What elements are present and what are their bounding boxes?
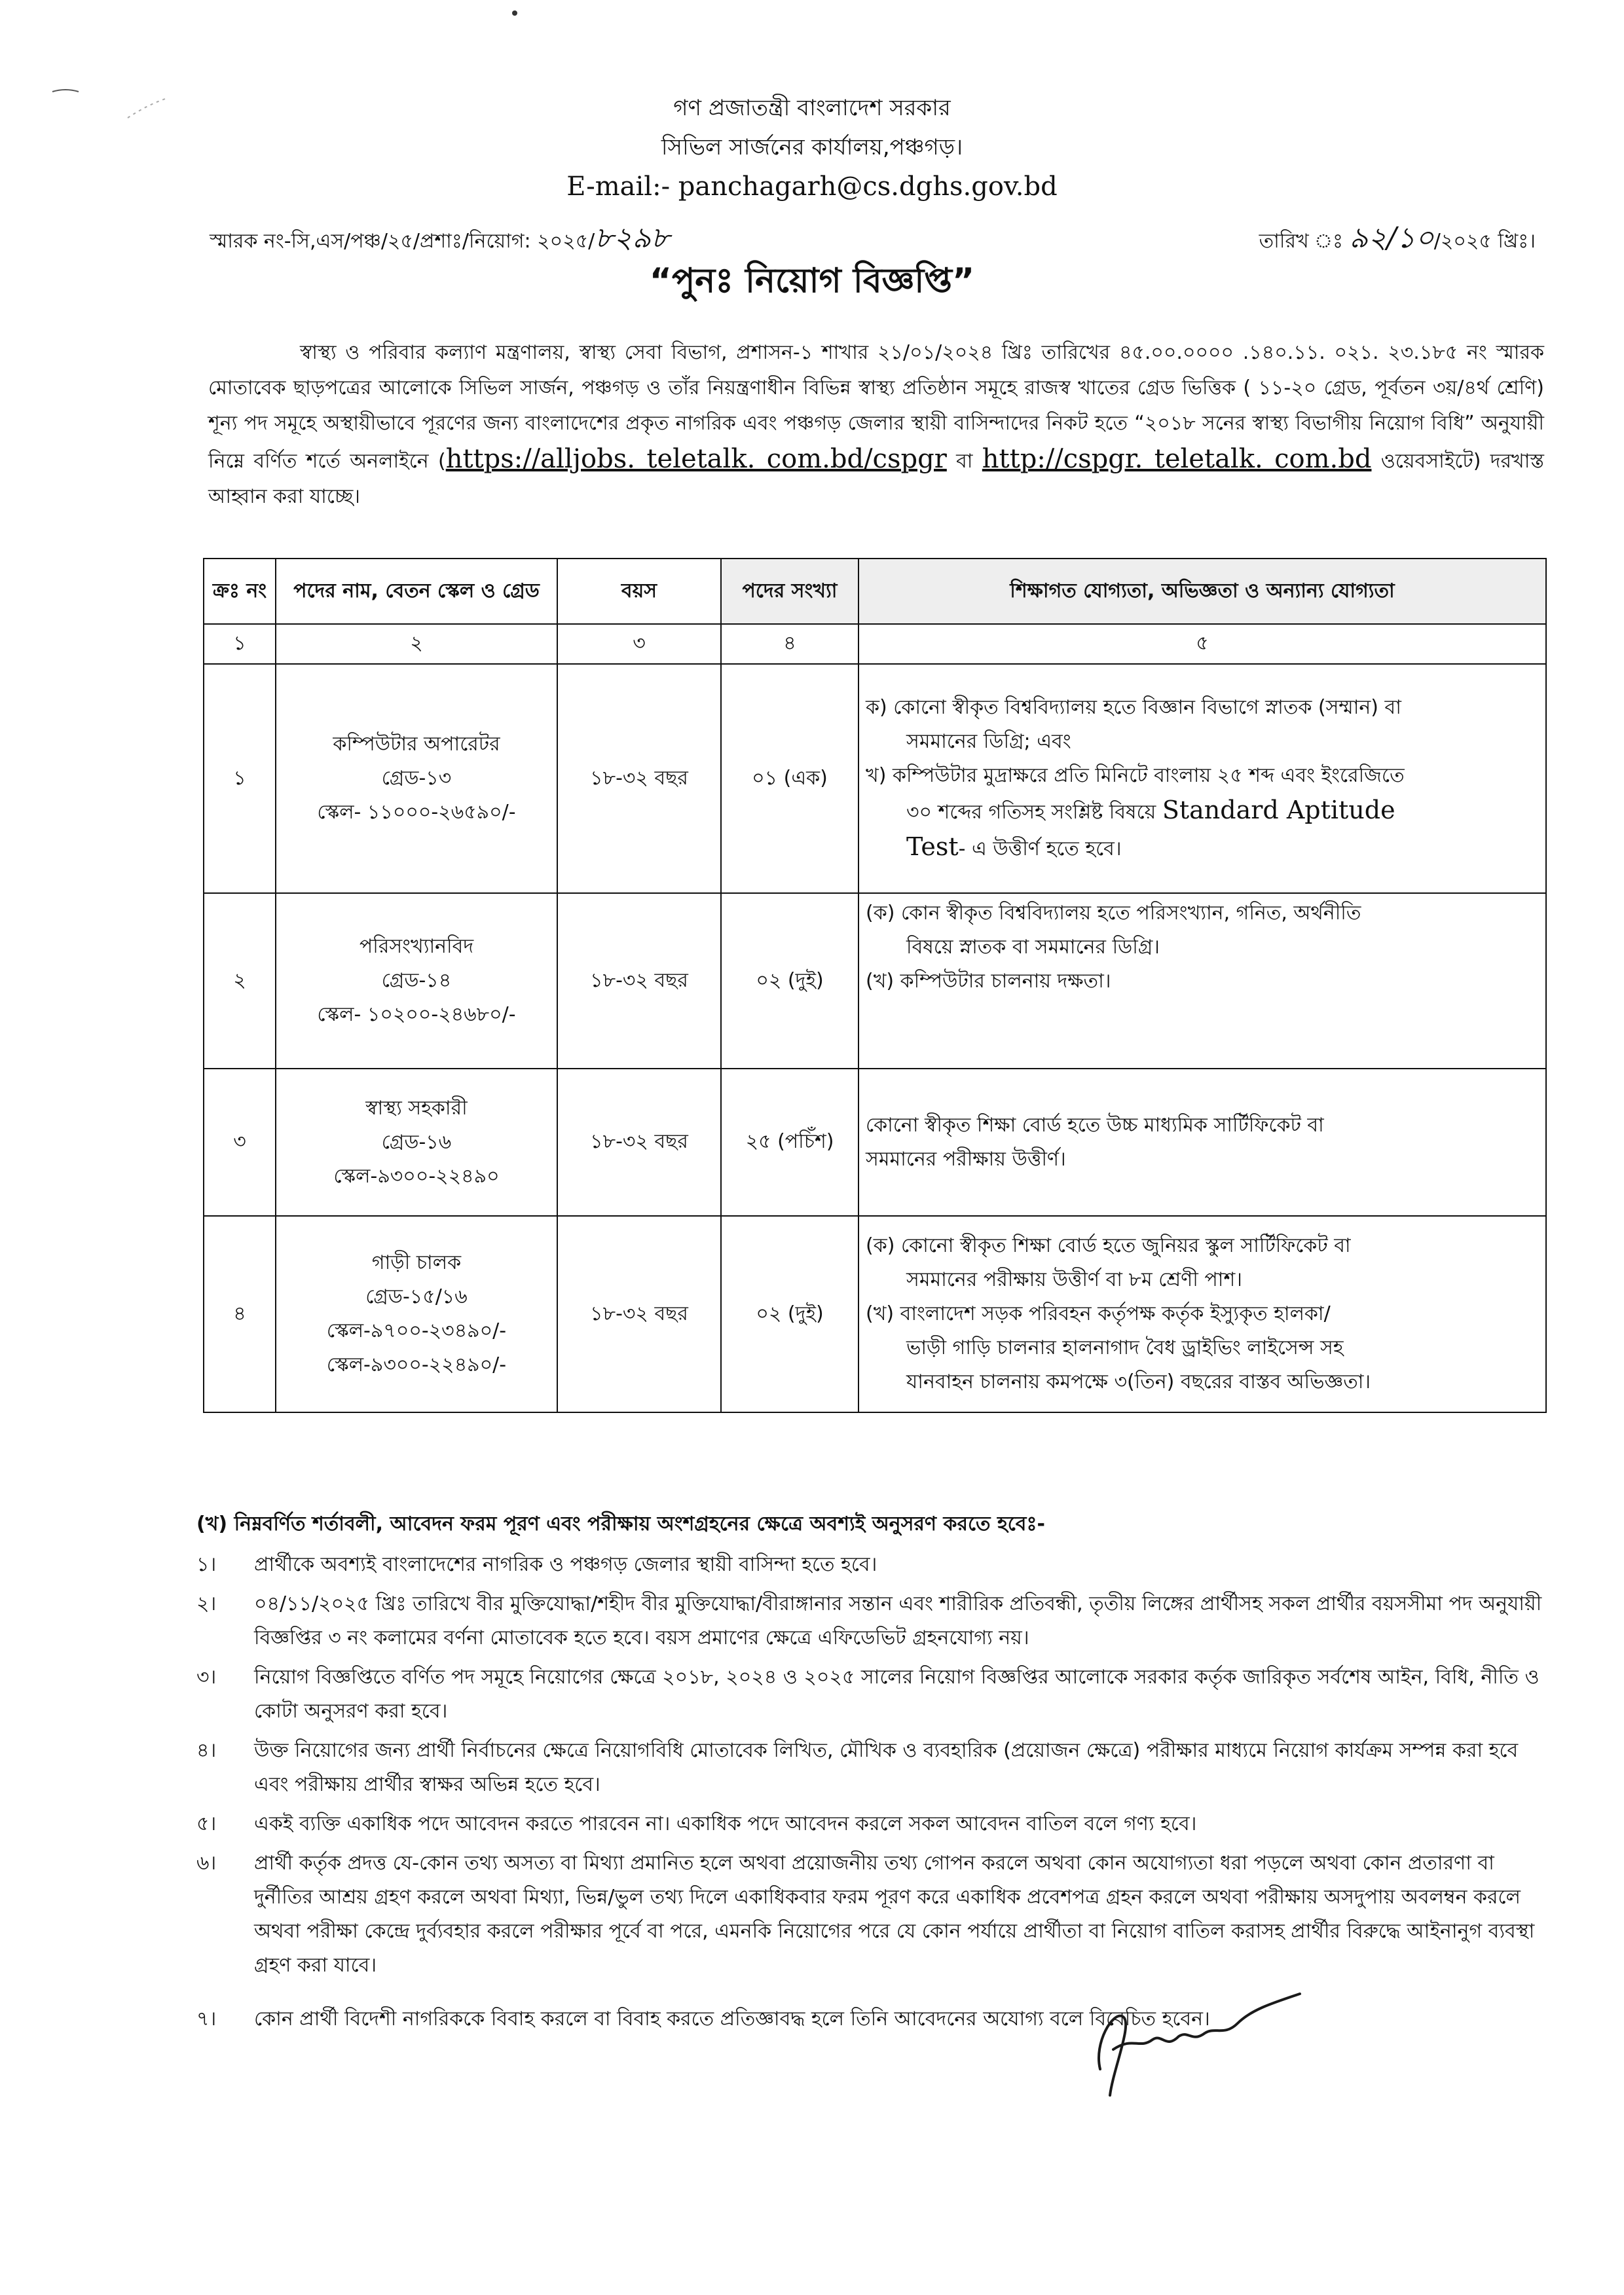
condition-number: ৪।: [196, 1739, 217, 1762]
condition-item: [196, 2002, 1545, 2036]
row-age: ১৮-৩২ বছর: [557, 893, 721, 1069]
row-count: ০২ (দুই): [721, 893, 858, 1069]
header-age: বয়স: [557, 559, 721, 624]
condition-item: [196, 1846, 1545, 1983]
row-age: ১৮-৩২ বছর: [557, 1216, 721, 1412]
post-name: কম্পিউটার অপারেটর: [333, 733, 500, 756]
notice-title: “পুনঃ নিয়োগ বিজ্ঞপ্তি”: [649, 261, 975, 301]
condition-item: [196, 1734, 1545, 1802]
table-header-row: [204, 559, 1546, 624]
post-scale: স্কেল-৯৭০০-২৩৪৯০/-: [326, 1319, 507, 1342]
q-text-cont: ভাড়ী গাড়ি চালনার হালনাগাদ বৈধ ড্রাইভিং লাইসেন্স সহ: [906, 1336, 1344, 1359]
condition-number: ৫।: [196, 1812, 217, 1835]
q-label: (খ): [866, 1302, 895, 1325]
office-email: E-mail:- panchagarh@cs.dghs.gov.bd: [566, 172, 1058, 202]
row-count: ২৫ (পচিঁশ): [721, 1069, 858, 1216]
row-post: [276, 1216, 557, 1412]
condition-item: [196, 1548, 1545, 1582]
post-name: স্বাস্থ্য সহকারী: [365, 1096, 468, 1120]
condition-number: ৩।: [196, 1666, 217, 1689]
q-text-cont: ৩০ শব্দের গতিসহ সংশ্লিষ্ট বিষয়ে: [906, 801, 1156, 824]
col-number: ৪: [721, 624, 858, 664]
q-text: কোন স্বীকৃত বিশ্ববিদ্যালয় হতে পরিসংখ্যান, গনিত, অর্থনীতি: [900, 902, 1361, 925]
row-age: ১৮-৩২ বছর: [557, 664, 721, 893]
condition-number: ২।: [196, 1592, 217, 1615]
date-suffix: /২০২৫ খ্রিঃ।: [1433, 230, 1536, 253]
row-serial: ৩: [204, 1069, 276, 1216]
conditions-section: [196, 1506, 1545, 2036]
condition-number: ৭।: [196, 2008, 217, 2030]
table-row: [204, 893, 1546, 1069]
col-number: ৩: [557, 624, 721, 664]
post-grade: গ্রেড-১৫/১৬: [365, 1285, 468, 1308]
table-row: [204, 1069, 1546, 1216]
row-post: [276, 1069, 557, 1216]
row-count: ০২ (দুই): [721, 1216, 858, 1412]
table-row: [204, 664, 1546, 893]
col-number: ৫: [858, 624, 1546, 664]
row-qualification: [858, 664, 1546, 893]
row-qualification: [858, 893, 1546, 1069]
q-text: কম্পিউটার মুদ্রাক্ষরে প্রতি মিনিটে বাংলায় ২৫ শব্দ এবং ইংরেজিতে: [892, 764, 1405, 787]
row-post: [276, 893, 557, 1069]
post-grade: গ্রেড-১৪: [381, 969, 452, 992]
alljobs-link: https://alljobs. teletalk. com.bd/cspgr: [445, 444, 947, 474]
q-text-cont: সমমানের ডিগ্রি; এবং: [906, 730, 1071, 753]
post-name: পরিসংখ্যানবিদ: [359, 935, 474, 958]
q-label: (ক): [866, 1234, 895, 1257]
q-label: খ): [866, 764, 887, 787]
intro-mid: বা: [946, 450, 982, 473]
condition-text: একই ব্যক্তি একাধিক পদে আবেদন করতে পারবেন না। একাধিক পদে আবেদন করলে সকল আবেদন বাতিল বলে গণ্য হবে।: [254, 1812, 1197, 1835]
memo-row: [210, 211, 1536, 255]
row-qualification: [858, 1216, 1546, 1412]
header-serial: ক্রঃ নং: [204, 559, 276, 624]
condition-text: প্রার্থীকে অবশ্যই বাংলাদেশের নাগরিক ও পঞ্চগড় জেলার স্থায়ী বাসিন্দা হতে হবে।: [254, 1553, 877, 1576]
intro-end: ওয়েবসাইটে) দরখাস্ত আহ্বান করা যাচ্ছে।: [208, 450, 1544, 508]
condition-text: নিয়োগ বিজ্ঞপ্তিতে বর্ণিত পদ সমূহে নিয়োগের ক্ষেত্রে ২০১৮, ২০২৪ ও ২০২৫ সালের নিয়োগ বিজ্ঞপ্তির আলোকে সরকার কর্তৃক জারিকৃত সর্বশেষ আইন, বিধি, নীতি ও কোটা অনুসরণ করা হবে।: [254, 1666, 1540, 1723]
header-post: পদের নাম, বেতন স্কেল ও গ্রেড: [276, 559, 557, 624]
row-qualification: [858, 1069, 1546, 1216]
q-text-cont: যানবাহন চালনায় কমপক্ষে ৩(তিন) বছরের বাস্তব অভিজ্ঞতা।: [906, 1370, 1371, 1393]
condition-text: উক্ত নিয়োগের জন্য প্রার্থী নির্বাচনের ক্ষেত্রে নিয়োগবিধি মোতাবেক লিখিত, মৌখিক ও ব্যবহারিক (প্রয়োজন ক্ষেত্রে) পরীক্ষার মাধ্যমে নিয়োগ কার্যক্রম সম্পন্ন করা হবে এবং পরীক্ষায় প্রার্থীর স্বাক্ষর অভিন্ন হতে হবে।: [254, 1739, 1519, 1796]
condition-text: প্রার্থী কর্তৃক প্রদত্ত যে-কোন তথ্য অসত্য বা মিথ্যা প্রমানিত হলে অথবা প্রয়োজনীয় তথ্য গোপন করলে অথবা কোন অযোগ্যতা ধরা পড়লে অথবা কোন প্রতারণা বা দুর্নীতির আশ্রয় গ্রহণ করলে অথবা মিথ্যা, ভিন্ন/ভুল তথ্য দিলে একাধিকবার ফরম পূরণ করে একাধিক প্রবেশপত্র গ্রহন করলে অথবা পরীক্ষায় অসদুপায় অবলম্বন করলে অথবা পরীক্ষা কেন্দ্রে দুর্ব্যবহার করলে পরীক্ষার পূর্বে বা পরে, এমনকি নিয়োগের পরে যে কোন পর্যায়ে প্রার্থীতা বা নিয়োগ বাতিল করাসহ প্রার্থীর বিরুদ্ধে আইনানুগ ব্যবস্থা গ্রহণ করা যাবে।: [254, 1852, 1535, 1977]
q-text: কোনো স্বীকৃত শিক্ষা বোর্ড হতে উচ্চ মাধ্যমিক সার্টিফিকেট বা: [866, 1113, 1324, 1137]
col-number: ১: [204, 624, 276, 664]
row-serial: ২: [204, 893, 276, 1069]
q-text-english: Standard Aptitude: [1162, 796, 1395, 824]
memo-prefix: স্মারক নং-সি,এস/পঞ্চ/২৫/প্রশাঃ/নিয়োগ: ২০২৫/: [210, 230, 595, 253]
post-grade: গ্রেড-১৩: [381, 767, 452, 790]
condition-item: [196, 1661, 1545, 1729]
office-name: সিভিল সার্জনের কার্যালয়,পঞ্চগড়।: [661, 134, 963, 160]
q-text: কোনো স্বীকৃত শিক্ষা বোর্ড হতে জুনিয়র স্কুল সার্টিফিকেট বা: [900, 1234, 1351, 1257]
q-label: (খ): [866, 970, 895, 993]
date-label: তারিখ ঃ: [1259, 230, 1344, 253]
post-scale: স্কেল- ১১০০০-২৬৫৯০/-: [317, 801, 516, 824]
conditions-heading: (খ) নিম্নবর্ণিত শর্তাবলী, আবেদন ফরম পূরণ এবং পরীক্ষায় অংশগ্রহনের ক্ষেত্রে অবশ্যই অনুসরণ করতে হবেঃ-: [196, 1513, 1045, 1535]
q-text-cont: সমমানের পরীক্ষায় উত্তীর্ণ।: [866, 1147, 1066, 1171]
row-age: ১৮-৩২ বছর: [557, 1069, 721, 1216]
row-count: ০১ (এক): [721, 664, 858, 893]
post-scale: স্কেল-৯৩০০-২২৪৯০/-: [326, 1353, 507, 1376]
header-count: পদের সংখ্যা: [721, 559, 858, 624]
date-handwritten: ৯২/১০: [1349, 221, 1434, 255]
q-text-cont: - এ উত্তীর্ণ হতে হবে।: [958, 837, 1122, 860]
post-scale: স্কেল- ১০২০০-২৪৬৮০/-: [317, 1003, 516, 1026]
q-text: বাংলাদেশ সড়ক পরিবহন কর্তৃপক্ষ কর্তৃক ইস্যুকৃত হালকা/: [900, 1302, 1331, 1325]
signature: [1074, 1971, 1310, 2102]
post-grade: গ্রেড-১৬: [381, 1130, 452, 1154]
condition-item: [196, 1587, 1545, 1655]
col-number: ২: [276, 624, 557, 664]
intro-paragraph: [208, 335, 1544, 515]
post-scale: স্কেল-৯৩০০-২২৪৯০: [333, 1164, 500, 1188]
intro-text: স্বাস্থ্য ও পরিবার কল্যাণ মন্ত্রণালয়, স্বাস্থ্য সেবা বিভাগ, প্রশাসন-১ শাখার ২১/০১/২০২৪ খ্রিঃ তারিখের ৪৫.০০.০০০০ .১৪০.১১. ০২১. ২৩.১৮৫ নং স্মারক মোতাবেক ছাড়পত্রের আলোকে সিভিল সার্জন, পঞ্চগড় ও তাঁর নিয়ন্ত্রণাধীন বিভিন্ন স্বাস্থ্য প্রতিষ্ঠান সমূহে রাজস্ব খাতের গ্রেড ভিত্তিক ( ১১-২০ গ্রেড, পূর্বতন ৩য়/৪র্থ শ্রেণি) শূন্য পদ সমূহে অস্থায়ীভাবে পূরণের জন্য বাংলাদেশের প্রকৃত নাগরিক এবং পঞ্চগড় জেলার স্থায়ী বাসিন্দাদের নিকট হতে “২০১৮ সনের স্বাস্থ্য বিভাগীয় নিয়োগ বিধি” অনুযায়ী নিম্নে বর্ণিত শর্তে অনলাইনে (: [208, 341, 1544, 473]
memo-handwritten-number: ৮২৯৮: [595, 221, 670, 255]
q-text-cont: বিষয়ে স্নাতক বা সমমানের ডিগ্রি।: [906, 936, 1160, 959]
condition-item: [196, 1807, 1545, 1841]
table-row: [204, 1216, 1546, 1412]
row-serial: ১: [204, 664, 276, 893]
office-header: [0, 88, 1624, 206]
scan-speck: [512, 10, 517, 16]
q-text: কোনো স্বীকৃত বিশ্ববিদ্যালয় হতে বিজ্ঞান বিভাগে স্নাতক (সম্মান) বা: [893, 696, 1401, 719]
condition-number: ৬।: [196, 1852, 217, 1875]
condition-number: ১।: [196, 1553, 217, 1576]
condition-text: ০৪/১১/২০২৫ খ্রিঃ তারিখে বীর মুক্তিযোদ্ধা/শহীদ বীর মুক্তিযোদ্ধা/বীরাঙ্গানার সন্তান এবং শারীরিক প্রতিবন্ধী, তৃতীয় লিঙ্গের প্রার্থীসহ সকল প্রার্থীর বয়সসীমা পদ অনুযায়ী বিজ্ঞপ্তির ৩ নং কলামের বর্ণনা মোতাবেক হতে হবে। বয়স প্রমাণের ক্ষেত্রে এফিডেভিট গ্রহনযোগ্য নয়।: [254, 1592, 1542, 1649]
column-number-row: [204, 624, 1546, 664]
q-text-english: Test: [906, 832, 959, 861]
q-label: (ক): [866, 902, 895, 925]
q-label: ক): [866, 696, 887, 719]
post-name: গাড়ী চালক: [371, 1251, 462, 1274]
q-text: কম্পিউটার চালনায় দক্ষতা।: [900, 970, 1111, 993]
vacancy-table: [203, 558, 1547, 1413]
condition-text: কোন প্রার্থী বিদেশী নাগরিককে বিবাহ করলে বা বিবাহ করতে প্রতিজ্ঞাবদ্ধ হলে তিনি আবেদনের অযোগ্য বলে বিবেচিত হবেন।: [254, 2008, 1210, 2030]
q-text-cont: সমমানের পরীক্ষায় উত্তীর্ণ বা ৮ম শ্রেণী পাশ।: [906, 1268, 1242, 1291]
row-serial: ৪: [204, 1216, 276, 1412]
row-post: [276, 664, 557, 893]
govt-name: গণ প্রজাতন্ত্রী বাংলাদেশ সরকার: [673, 95, 951, 121]
header-qualification: শিক্ষাগত যোগ্যতা, অভিজ্ঞতা ও অন্যান্য যোগ্যতা: [858, 559, 1546, 624]
cspgr-link: http://cspgr. teletalk. com.bd: [982, 444, 1372, 474]
